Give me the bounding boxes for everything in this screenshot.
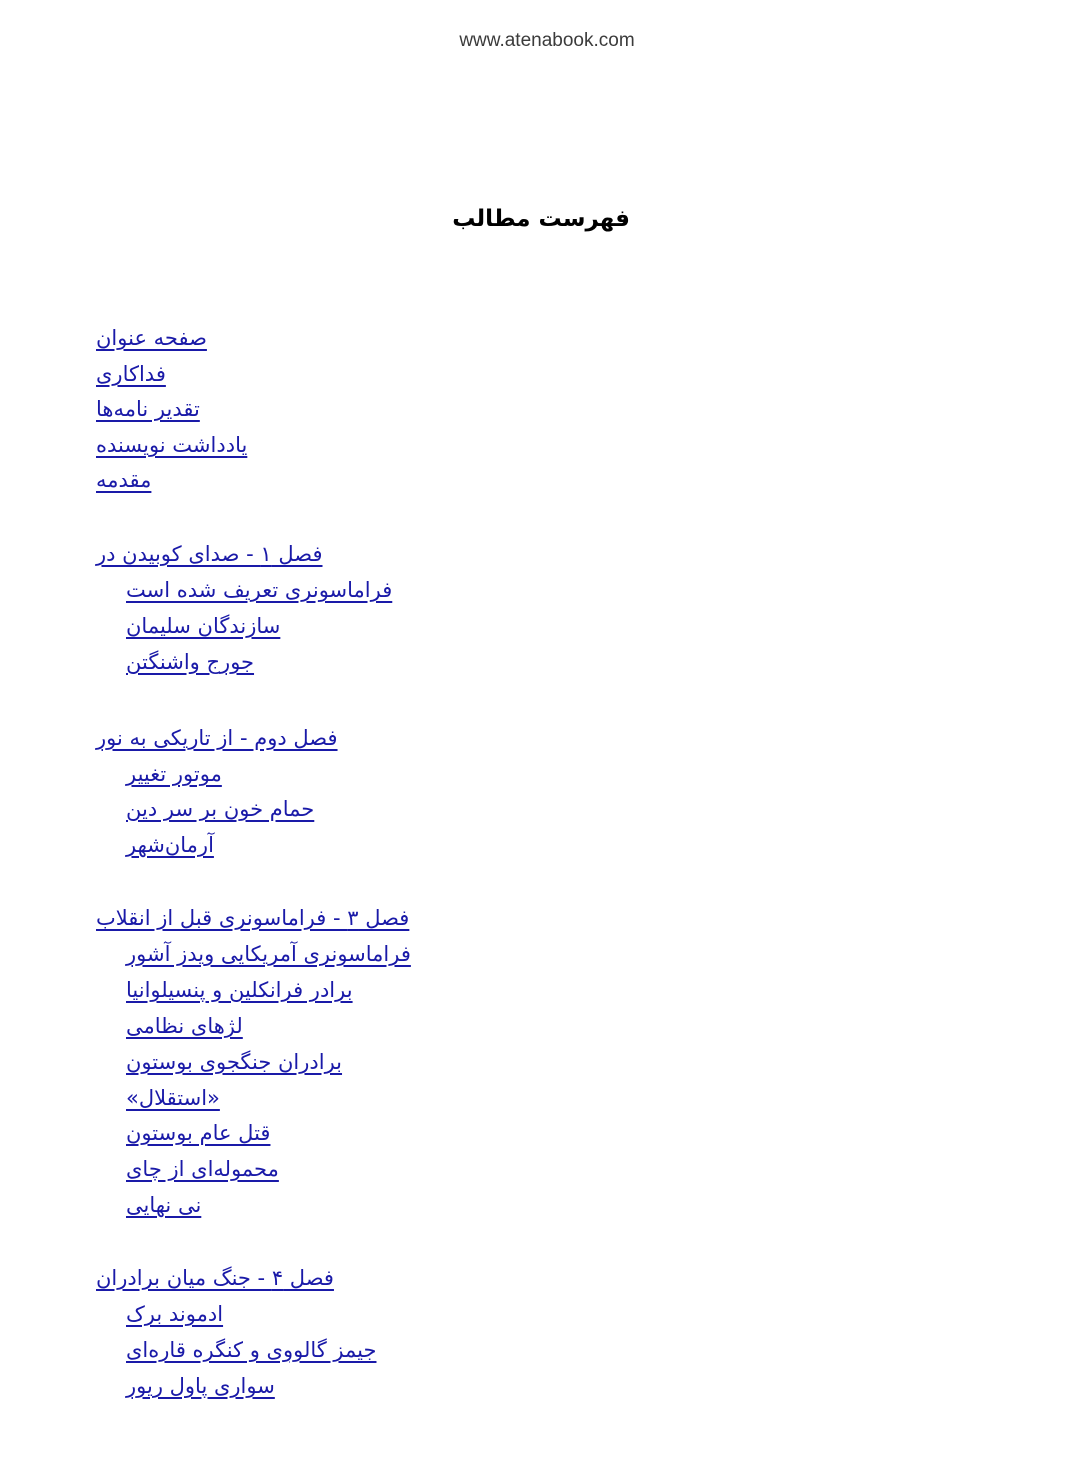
site-url: www.atenabook.com	[459, 30, 635, 51]
toc-link-section[interactable]: آرمان‌شهر	[126, 833, 214, 857]
toc-link-dedication[interactable]: فداکاری	[96, 362, 166, 386]
toc-link-section[interactable]: موتور تغییر	[126, 762, 222, 786]
toc-link-chapter-1[interactable]: فصل ۱ - صدای کوبیدن در	[96, 542, 323, 566]
toc-link-section[interactable]: جورج واشنگتن	[126, 650, 255, 674]
toc-link-section[interactable]: فراماسونری تعریف شده است	[126, 578, 393, 602]
toc-link-chapter-2[interactable]: فصل دوم - از تاریکی به نور	[96, 726, 338, 750]
toc-link-section[interactable]: حمام خون بر سر دین	[126, 797, 315, 821]
toc-title: فهرست مطالب	[452, 206, 630, 232]
toc-link-title-page[interactable]: صفحه عنوان	[96, 326, 207, 350]
toc-link-section[interactable]: جیمز گالووی و کنگره قاره‌ای	[126, 1338, 377, 1362]
toc-link-section[interactable]: ادموند برک	[126, 1302, 224, 1326]
toc-link-author-note[interactable]: یادداشت نویسنده	[96, 433, 248, 457]
toc-link-section[interactable]: لژهای نظامی	[126, 1014, 243, 1038]
toc-link-chapter-4[interactable]: فصل ۴ - جنگ میان برادران	[96, 1266, 334, 1290]
toc-link-introduction[interactable]: مقدمه	[96, 468, 152, 492]
toc-link-chapter-3[interactable]: فصل ۳ - فراماسونری قبل از انقلاب	[96, 906, 410, 930]
toc-link-section[interactable]: محموله‌ای از چای	[126, 1157, 279, 1181]
toc-link-section[interactable]: برادران جنگجوی بوستون	[126, 1050, 343, 1074]
toc-link-section[interactable]: سواری پاول ریور	[126, 1374, 275, 1398]
toc-link-section[interactable]: فراماسونری آمریکایی ویدز آشور	[126, 942, 411, 966]
toc-link-section[interactable]: سازندگان سلیمان	[126, 614, 281, 638]
toc-link-section[interactable]: نی نهایی	[126, 1193, 202, 1217]
toc-link-section[interactable]: قتل عام بوستون	[126, 1121, 271, 1145]
toc-link-acknowledgements[interactable]: تقدیر نامه‌ها	[96, 397, 200, 421]
toc-link-section[interactable]: «استقلال»	[126, 1086, 220, 1110]
toc-link-section[interactable]: برادر فرانکلین و پنسیلوانیا	[126, 978, 353, 1002]
